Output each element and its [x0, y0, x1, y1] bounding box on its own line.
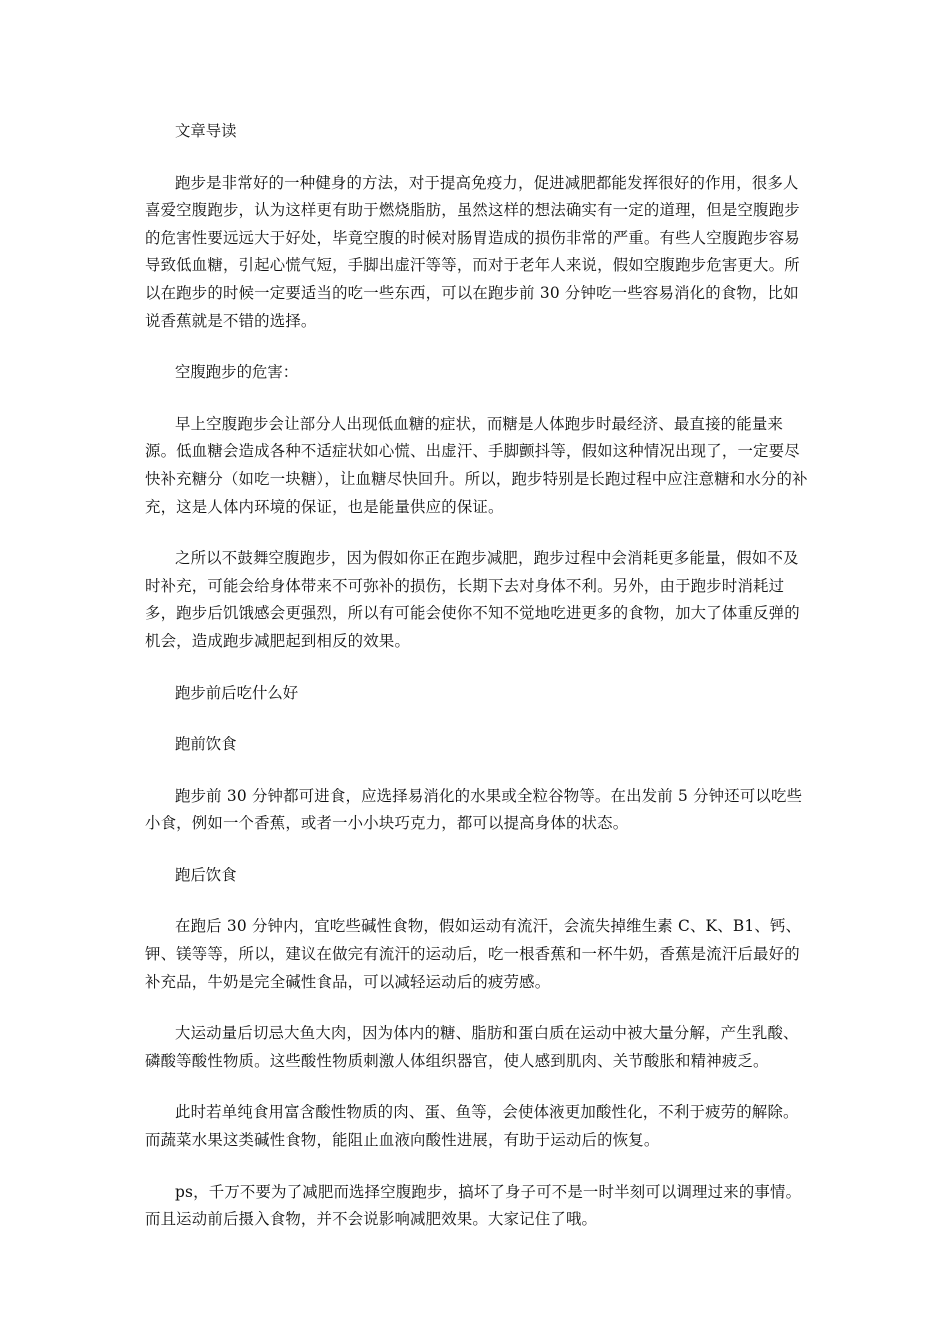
paragraph-harm-1: 早上空腹跑步会让部分人出现低血糖的症状，而糖是人体跑步时最经济、最直接的能量来源。低血糖会造成各种不适症状如心慌、出虚汗、手脚颤抖等，假如这种情况出现了，一定要尽快补充糖分（如吃一块糖），让血糖尽快回升。所以，跑步特别是长跑过程中应注意糖和水分的补充，这是人体内环境的保证，也是能量供应的保证。 — [145, 414, 808, 516]
paragraph-after-run-1: 在跑后 30 分钟内，宜吃些碱性食物，假如运动有流汗，会流失掉维生素 C、K、B1、钙、钾、镁等等，所以，建议在做完有流汗的运动后，吃一根香蕉和一杯牛奶，香蕉是流汗后最好的补充品，牛奶是完全碱性食品，可以减轻运动后的疲劳感。 — [145, 917, 802, 991]
section-heading-intro: 文章导读 — [175, 122, 237, 140]
section-heading-harm: 空腹跑步的危害： — [175, 363, 299, 382]
paragraph-after-run-2: 大运动量后切忌大鱼大肉，因为体内的糖、脂肪和蛋白质在运动中被大量分解，产生乳酸、磷酸等酸性物质。这些酸性物质刺激人体组织器官，使人感到肌肉、关节酸胀和精神疲乏。 — [145, 1024, 799, 1070]
paragraph-after-run-3: 此时若单纯食用富含酸性物质的肉、蛋、鱼等，会使体液更加酸性化，不利于疲劳的解除。而蔬菜水果这类碱性食物，能阻止血液向酸性进展，有助于运动后的恢复。 — [145, 1103, 799, 1150]
paragraph-intro: 跑步是非常好的一种健身的方法，对于提高免疫力，促进减肥都能发挥很好的作用，很多人喜爱空腹跑步，认为这样更有助于燃烧脂肪，虽然这样的想法确实有一定的道理，但是空腹跑步的危害性要远远大于好处，毕竟空腹的时候对肠胃造成的损伤非常的严重。有些人空腹跑步容易导致低血糖，引起心慌气短，手脚出虚汗等等，而对于老年人来说，假如空腹跑步危害更大。所以在跑步的时候一定要适当的吃一些东西，可以在跑步前 30 分钟吃一些容易消化的食物，比如说香蕉就是不错的选择。 — [145, 173, 800, 330]
paragraph-ps: ps，千万不要为了减肥而选择空腹跑步，搞坏了身子可不是一时半刻可以调理过来的事情。而且运动前后摄入食物，并不会说影响减肥效果。大家记住了哦。 — [145, 1182, 802, 1229]
paragraph-harm-2: 之所以不鼓舞空腹跑步，因为假如你正在跑步减肥，跑步过程中会消耗更多能量，假如不及时补充，可能会给身体带来不可弥补的损伤，长期下去对身体不利。另外，由于跑步时消耗过多，跑步后饥饿感会更强烈，所以有可能会使你不知不觉地吃进更多的食物，加大了体重反弹的机会，造成跑步减肥起到相反的效果。 — [145, 549, 800, 650]
section-heading-what-to-eat: 跑步前后吃什么好 — [175, 683, 299, 702]
document-body — [145, 118, 811, 1258]
subheading-before-run: 跑前饮食 — [175, 735, 237, 754]
subheading-after-run: 跑后饮食 — [175, 865, 237, 884]
paragraph-before-run: 跑步前 30 分钟都可进食，应选择易消化的水果或全粒谷物等。在出发前 5 分钟还可以吃些小食，例如一个香蕉，或者一小小块巧克力，都可以提高身体的状态。 — [145, 786, 803, 833]
